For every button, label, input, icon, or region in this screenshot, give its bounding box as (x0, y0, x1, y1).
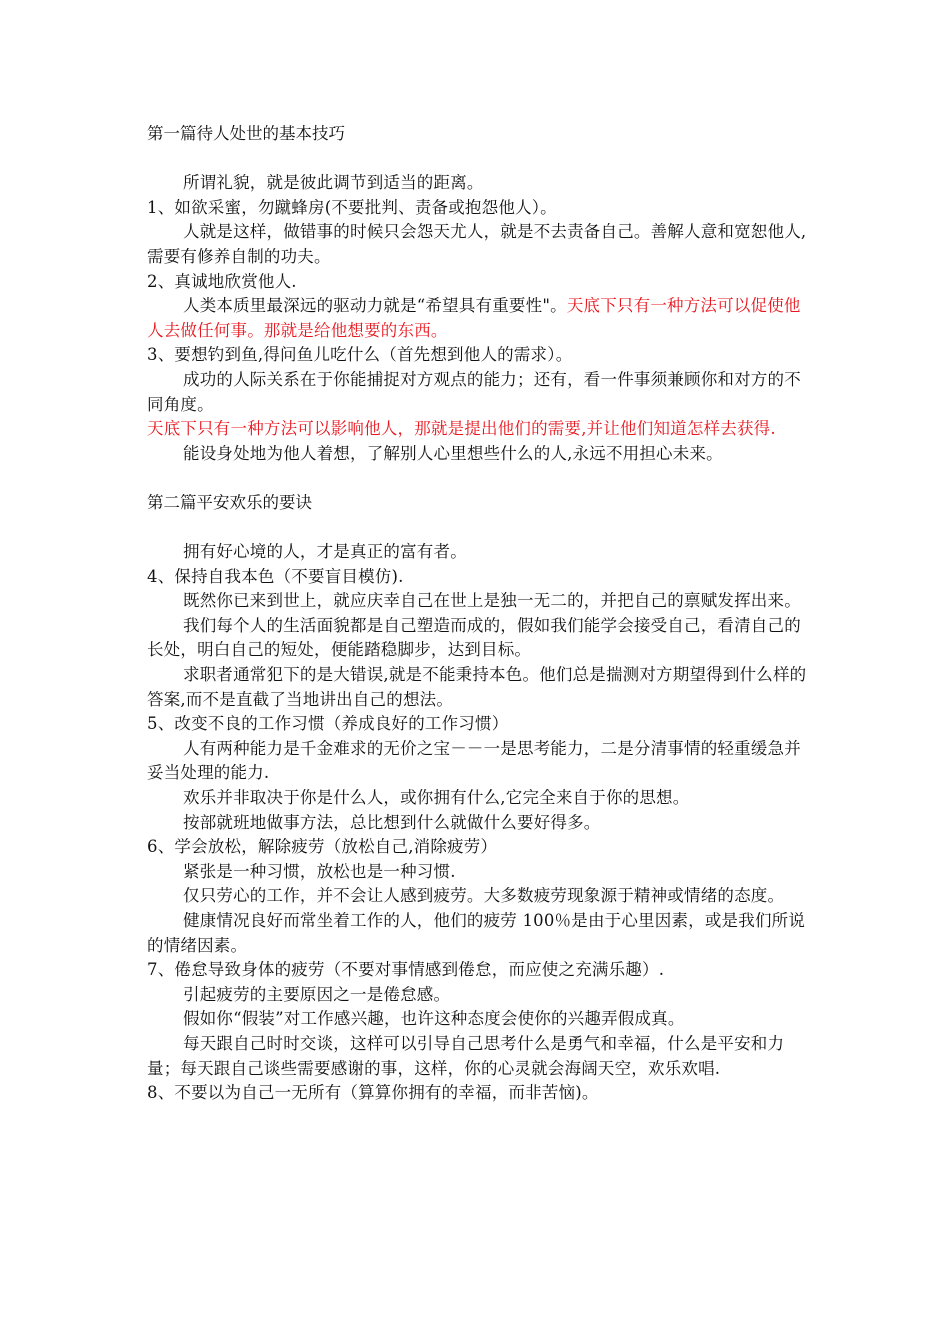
item2-heading: 2、真诚地欣赏他人. (147, 271, 297, 291)
section2-title: 第二篇平安欢乐的要诀 (147, 492, 312, 512)
item4-heading: 4、保持自我本色（不要盲目模仿). (147, 566, 404, 586)
section1-intro: 所谓礼貌，就是彼此调节到适当的距离。 (183, 173, 484, 193)
item4-text1: 既然你已来到世上，就应庆幸自己在世上是独一无二的，并把自己的禀赋发挥出来。 (183, 591, 801, 611)
item4-text2: 我们每个人的生活面貌都是自己塑造而成的，假如我们能学会接受自己，看清自己的长处，明白自己的短处，便能踏稳脚步，达到目标。 (147, 615, 801, 660)
item6-text3: 健康情况良好而常坐着工作的人，他们的疲劳 100％是由于心里因素，或是我们所说的情绪因素。 (147, 911, 806, 955)
document-page (147, 122, 812, 1106)
item6-text1: 紧张是一种习惯，放松也是一种习惯. (183, 861, 456, 881)
item5-text2: 欢乐并非取决于你是什么人，或你拥有什么,它完全来自于你的思想。 (183, 788, 690, 808)
item7-text2: 假如你“假装”对工作感兴趣，也许这种态度会使你的兴趣弄假成真。 (183, 1009, 685, 1029)
item3-red-text: 天底下只有一种方法可以影响他人，那就是提出他们的需要,并让他们知道怎样去获得. (147, 419, 776, 439)
item7-text1: 引起疲劳的主要原因之一是倦怠感。 (183, 984, 451, 1004)
item7-heading: 7、倦怠导致身体的疲劳（不要对事情感到倦怠，而应使之充满乐趣）. (147, 960, 665, 980)
item2-text-red: 天底下只有一种方法可以促使他人去做任何事。那就是给他想要的东西。 (147, 296, 801, 340)
item5-heading: 5、改变不良的工作习惯（养成良好的工作习惯） (147, 714, 509, 734)
item2-text-black: 人类本质里最深远的驱动力就是“希望具有重要性"。 (183, 296, 567, 316)
item8-heading: 8、不要以为自己一无所有（算算你拥有的幸福，而非苦恼)。 (147, 1083, 599, 1103)
item6-text2: 仅只劳心的工作，并不会让人感到疲劳。大多数疲劳现象源于精神或情绪的态度。 (183, 886, 785, 906)
section2-intro: 拥有好心境的人，才是真正的富有者。 (183, 542, 467, 562)
item1-text: 人就是这样，做错事的时候只会怨天尤人，就是不去责备自己。善解人意和宽恕他人,需要有修养自制的功夫。 (147, 222, 807, 266)
item2-text (147, 294, 812, 343)
item3-text2: 能设身处地为他人着想，了解别人心里想些什么的人,永远不用担心未来。 (183, 443, 723, 463)
section1-title: 第一篇待人处世的基本技巧 (147, 124, 345, 143)
item6-heading: 6、学会放松，解除疲劳（放松自己,消除疲劳） (147, 837, 498, 857)
item3-text: 成功的人际关系在于你能捕捉对方观点的能力；还有，看一件事须兼顾你和对方的不同角度。 (147, 369, 801, 414)
item3-heading: 3、要想钓到鱼,得问鱼儿吃什么（首先想到他人的需求）。 (147, 345, 573, 365)
item5-text3: 按部就班地做事方法，总比想到什么就做什么要好得多。 (183, 812, 601, 832)
item1-heading: 1、如欲采蜜，勿蹴蜂房(不要批判、责备或抱怨他人）。 (147, 197, 557, 217)
item4-text3: 求职者通常犯下的是大错误,就是不能秉持本色。他们总是揣测对方期望得到什么样的答案,而不是直截了当地讲出自己的想法。 (147, 665, 807, 709)
item5-text1: 人有两种能力是千金难求的无价之宝－－一是思考能力，二是分清事情的轻重缓急并妥当处理的能力. (147, 738, 801, 783)
item7-text3: 每天跟自己时时交谈，这样可以引导自己思考什么是勇气和幸福，什么是平安和力量；每天跟自己谈些需要感谢的事，这样，你的心灵就会海阔天空，欢乐欢唱. (147, 1033, 785, 1078)
